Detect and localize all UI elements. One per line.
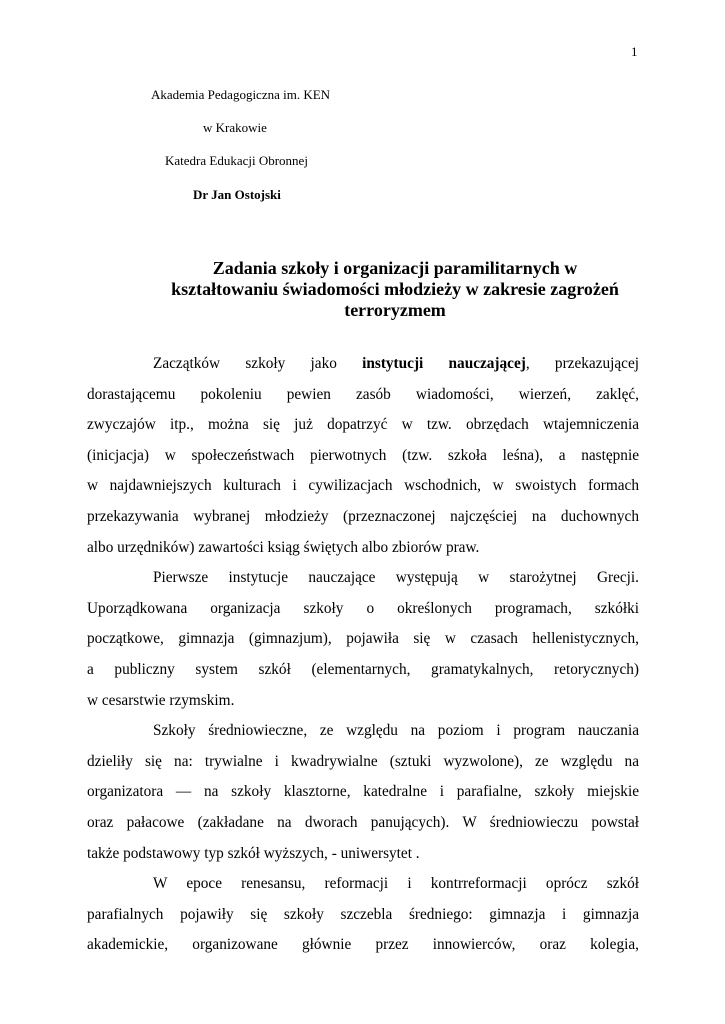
paragraph-line: Szkoły średniowieczne, ze względu na poziom i program nauczania <box>153 722 639 740</box>
paragraph <box>87 716 639 869</box>
page-number: 1 <box>631 44 638 59</box>
paragraph <box>87 349 639 563</box>
paragraph-line: albo urzędników) zawartości ksiąg świętych albo zbiorów praw. <box>87 538 480 556</box>
paragraph-line: w cesarstwie rzymskim. <box>87 691 235 709</box>
document-title <box>130 258 660 321</box>
paragraph-line: Pierwsze instytucje nauczające występują w starożytnej Grecji. <box>153 569 639 587</box>
header-department: Katedra Edukacji Obronnej <box>165 153 308 168</box>
paragraph-line: parafialnych pojawiły się szkoły szczebla średniego: gimnazja i gimnazja <box>87 905 639 923</box>
paragraph-line: (inicjacja) w społeczeństwach pierwotnych (tzw. szkoła leśna), a następnie <box>87 446 639 464</box>
paragraph-line: także podstawowy typ szkół wyższych, - uniwersytet . <box>87 844 420 862</box>
paragraph-line: początkowe, gimnazja (gimnazjum), pojawiła się w czasach hellenistycznych, <box>87 630 639 648</box>
paragraph-line: dzieliły się na: trywialne i kwadrywialne (sztuki wyzwolone), ze względu na <box>87 752 639 770</box>
header-author: Dr Jan Ostojski <box>193 187 281 202</box>
paragraph-line: przekazywania wybranej młodzieży (przeznaczonej najczęściej na duchownych <box>87 507 639 525</box>
title-line-1: Zadania szkoły i organizacji paramilitarnych w <box>212 258 578 278</box>
paragraph-line: organizatora — na szkoły klasztorne, katedralne i parafialne, szkoły miejskie <box>87 783 639 801</box>
paragraph-line: zwyczajów itp., można się już dopatrzyć w tzw. obrzędach wtajemniczenia <box>87 416 639 434</box>
document-body <box>87 349 639 961</box>
paragraph-line: akademickie, organizowane głównie przez innowierców, oraz kolegia, <box>87 936 639 954</box>
paragraph <box>87 869 639 961</box>
text-run: , przekazującej <box>525 355 639 372</box>
header-city: w Krakowie <box>203 120 267 135</box>
paragraph-line: dorastającemu pokoleniu pewien zasób wiadomości, wierzeń, zaklęć, <box>87 385 639 403</box>
paragraph-line: oraz pałacowe (zakładane na dworach panujących). W średniowieczu powstał <box>87 813 639 831</box>
paragraph-line: Uporządkowana organizacja szkoły o określonych programach, szkółki <box>87 599 639 617</box>
paragraph-line <box>87 349 639 380</box>
title-line-2: kształtowaniu świadomości młodzieży w zakresie zagrożeń <box>171 279 619 299</box>
paragraph <box>87 563 639 716</box>
paragraph-line: a publiczny system szkół (elementarnych, gramatykalnych, retorycznych) <box>87 660 639 678</box>
paragraph-line: W epoce renesansu, reformacji i kontrreformacji oprócz szkół <box>153 875 639 893</box>
bold-term: instytucji nauczającej <box>362 355 526 372</box>
text-run: Zaczątków szkoły jako <box>153 355 363 372</box>
paragraph-line: w najdawniejszych kulturach i cywilizacjach wschodnich, w swoistych formach <box>87 477 639 495</box>
title-line-3: terroryzmem <box>344 300 446 320</box>
header-institution: Akademia Pedagogiczna im. KEN <box>151 87 331 102</box>
